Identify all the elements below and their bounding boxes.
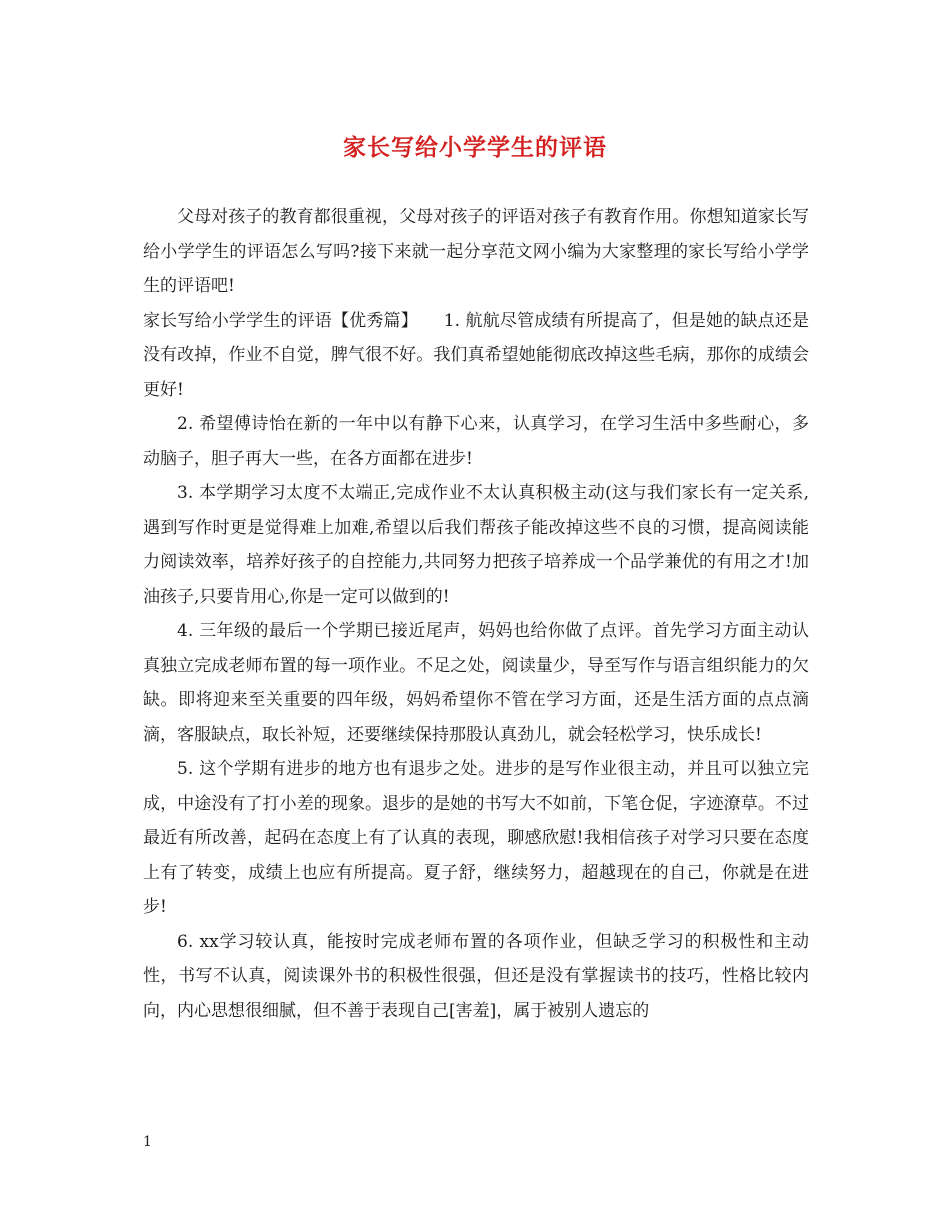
page-number: 1	[143, 1134, 152, 1150]
document-body	[143, 200, 809, 1028]
paragraph-intro: 父母对孩子的教育都很重视，父母对孩子的评语对孩子有教育作用。你想知道家长写给小学学生的评语怎么写吗?接下来就一起分享范文网小编为大家整理的家长写给小学学生的评语吧!	[143, 207, 809, 296]
paragraph-5: 5. 这个学期有进步的地方也有退步之处。进步的是写作业很主动，并且可以独立完成，中途没有了打小差的现象。退步的是她的书写大不如前，下笔仓促，字迹潦草。不过最近有所改善，起码在态度上有了认真的表现，聊感欣慰!我相信孩子对学习只要在态度上有了转变，成绩上也应有所提高。夏子舒，继续努力，超越现在的自己，你就是在进步!	[143, 759, 809, 917]
paragraph-2: 2. 希望傅诗怡在新的一年中以有静下心来，认真学习，在学习生活中多些耐心，多动脑子，胆子再大一些，在各方面都在进步!	[143, 414, 809, 469]
paragraph-4: 4. 三年级的最后一个学期已接近尾声，妈妈也给你做了点评。首先学习方面主动认真独立完成老师布置的每一项作业。不足之处，阅读量少，导至写作与语言组织能力的欠缺。即将迎来至关重要的四年级，妈妈希望你不管在学习方面，还是生活方面的点点滴滴，客服缺点，取长补短，还要继续保持那股认真劲儿，就会轻松学习，快乐成长!	[143, 621, 809, 745]
paragraph-3: 3. 本学期学习太度不太端正,完成作业不太认真积极主动(这与我们家长有一定关系,遇到写作时更是觉得难上加难,希望以后我们帮孩子能改掉这些不良的习惯，提高阅读能力阅读效率，培养好孩子的自控能力,共同努力把孩子培养成一个品学兼优的有用之才!加油孩子,只要肯用心,你是一定可以做到的!	[143, 483, 809, 607]
paragraph-1: 家长写给小学学生的评语【优秀篇】 1. 航航尽管成绩有所提高了，但是她的缺点还是没有改掉，作业不自觉，脾气很不好。我们真希望她能彻底改掉这些毛病，那你的成绩会更好!	[143, 310, 809, 400]
page-title: 家长写给小学学生的评语	[343, 134, 607, 161]
paragraph-6: 6. xx学习较认真，能按时完成老师布置的各项作业，但缺乏学习的积极性和主动性，书写不认真，阅读课外书的积极性很强，但还是没有掌握读书的技巧，性格比较内向，内心思想很细腻，但不善于表现自己[害羞]，属于被别人遗忘的	[143, 931, 809, 1021]
